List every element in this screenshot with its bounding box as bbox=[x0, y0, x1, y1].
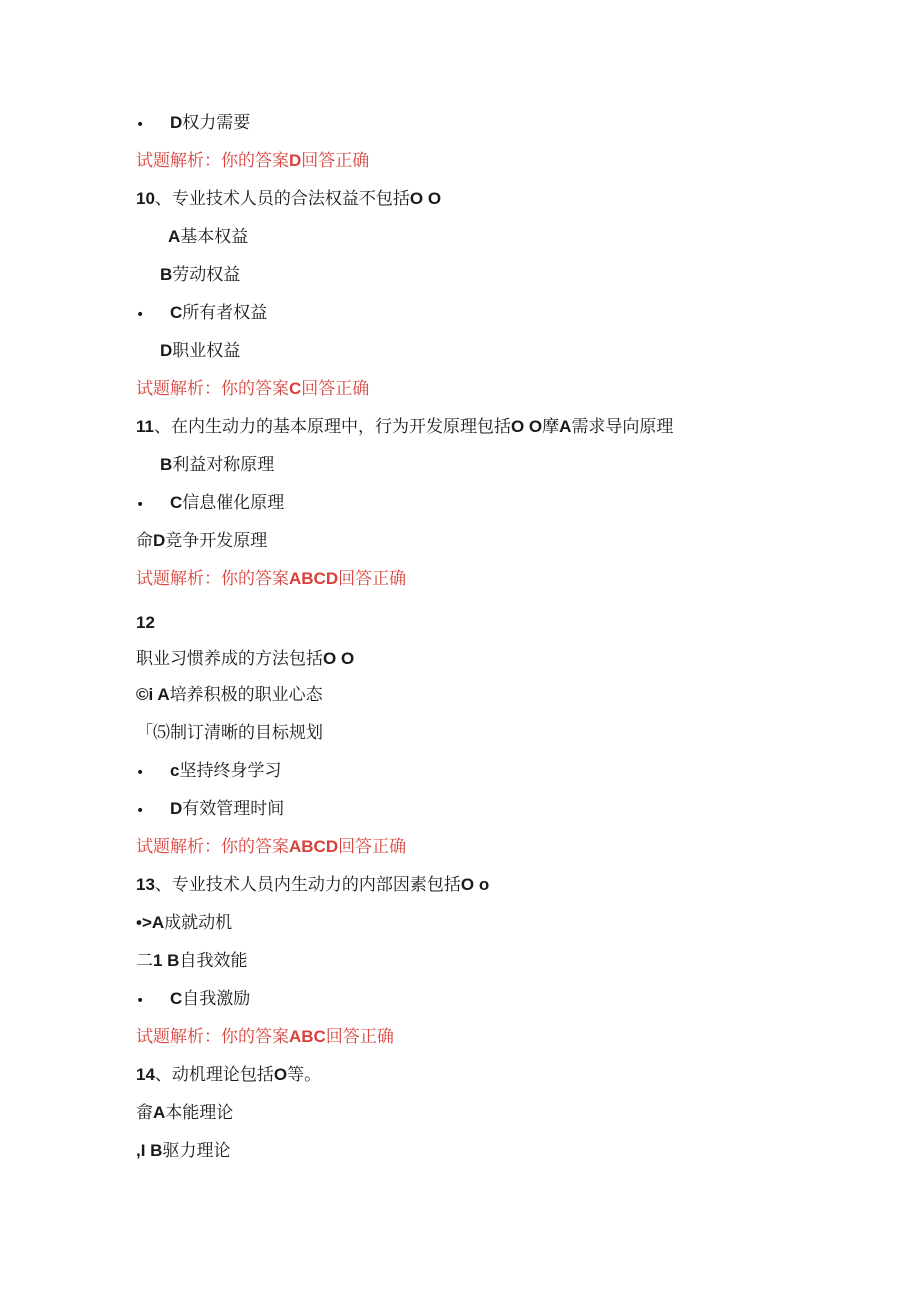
option-a-line bbox=[136, 912, 232, 934]
answer-letter: ABCD bbox=[289, 837, 339, 856]
option-a-line bbox=[136, 684, 323, 706]
option-letter: D bbox=[170, 113, 183, 132]
answer-analysis-line bbox=[136, 1026, 394, 1048]
option-text: 利益对称原理 bbox=[172, 455, 275, 475]
question-10 bbox=[136, 188, 441, 210]
option-letter: ,I B bbox=[136, 1141, 163, 1160]
option-text: 竞争开发原理 bbox=[165, 531, 268, 551]
question-text-end: 等。 bbox=[287, 1065, 322, 1085]
option-c-line bbox=[170, 492, 284, 514]
stray-glyph: 畲 bbox=[136, 1103, 153, 1123]
option-text: 信息催化原理 bbox=[182, 493, 285, 513]
stray-glyph: 二 bbox=[136, 951, 153, 971]
option-text: 所有者权益 bbox=[182, 303, 268, 323]
analysis-prefix: 试题解析：你的答案 bbox=[136, 151, 289, 171]
option-d-line bbox=[160, 340, 240, 362]
question-13 bbox=[136, 874, 489, 896]
option-d-line bbox=[136, 530, 267, 552]
question-12 bbox=[136, 648, 354, 670]
option-text: 权力需要 bbox=[182, 113, 251, 133]
option-letter: B bbox=[160, 265, 173, 284]
bullet: • bbox=[136, 497, 145, 513]
question-number: 13 bbox=[136, 875, 155, 894]
option-c-line bbox=[170, 988, 250, 1010]
option-letter: B bbox=[160, 455, 173, 474]
option-text: 自我激励 bbox=[182, 989, 251, 1009]
option-b-line bbox=[136, 722, 323, 744]
option-text: 需求导向原理 bbox=[571, 417, 674, 437]
question-blank: O O bbox=[409, 189, 442, 208]
answer-analysis-line bbox=[136, 378, 369, 400]
answer-analysis-line bbox=[136, 836, 406, 858]
analysis-result: 回答正确 bbox=[338, 837, 407, 857]
analysis-prefix: 试题解析：你的答案 bbox=[136, 379, 289, 399]
option-letter: D bbox=[170, 799, 183, 818]
option-text: 基本权益 bbox=[180, 227, 249, 247]
question-11 bbox=[136, 416, 673, 438]
option-letter: C bbox=[170, 989, 183, 1008]
option-letter: A bbox=[559, 417, 572, 436]
option-text: 驱力理论 bbox=[162, 1141, 231, 1161]
question-number: 12 bbox=[136, 613, 155, 632]
option-text: 劳动权益 bbox=[172, 265, 241, 285]
option-a-line bbox=[136, 1102, 233, 1124]
bullet: • bbox=[136, 993, 145, 1009]
question-number: 11 bbox=[136, 417, 154, 436]
option-b-line bbox=[160, 454, 274, 476]
option-letter: •>A bbox=[136, 913, 165, 932]
stray-glyph: 命 bbox=[136, 531, 153, 551]
option-text: 本能理论 bbox=[165, 1103, 234, 1123]
option-text: 成就动机 bbox=[164, 913, 233, 933]
option-letter: C bbox=[170, 303, 183, 322]
option-text: 「⑸制订清晰的目标规划 bbox=[136, 723, 323, 743]
option-letter: C bbox=[170, 493, 183, 512]
option-a-line bbox=[168, 226, 248, 248]
option-letter: A bbox=[153, 1103, 166, 1122]
option-text: 自我效能 bbox=[179, 951, 248, 971]
option-letter: D bbox=[153, 531, 166, 550]
analysis-prefix: 试题解析：你的答案 bbox=[136, 569, 289, 589]
stray-glyph: 摩 bbox=[542, 417, 560, 437]
option-letter: A bbox=[168, 227, 181, 246]
question-text: 、专业技术人员的合法权益不包括 bbox=[154, 189, 410, 209]
option-text: 有效管理时间 bbox=[182, 799, 285, 819]
analysis-result: 回答正确 bbox=[338, 569, 407, 589]
question-text: 、在内生动力的基本原理中，行为开发原理包括 bbox=[153, 417, 511, 437]
option-c-line bbox=[170, 760, 281, 782]
question-blank: O O bbox=[510, 417, 543, 436]
question-number: 14 bbox=[136, 1065, 155, 1084]
bullet: • bbox=[136, 803, 145, 819]
option-b-line bbox=[160, 264, 240, 286]
question-blank: O O bbox=[323, 649, 355, 668]
answer-letter: ABC bbox=[289, 1027, 326, 1046]
analysis-result: 回答正确 bbox=[325, 1027, 394, 1047]
question-text: 职业习惯养成的方法包括 bbox=[136, 649, 323, 669]
question-text: 、动机理论包括 bbox=[154, 1065, 274, 1085]
question-14 bbox=[136, 1064, 321, 1086]
option-b-line bbox=[136, 950, 247, 972]
option-c-line bbox=[170, 302, 267, 324]
question-blank: O bbox=[273, 1065, 288, 1084]
option-b-line bbox=[136, 1140, 230, 1162]
question-text: 、专业技术人员内生动力的内部因素包括 bbox=[154, 875, 461, 895]
option-text: 职业权益 bbox=[172, 341, 241, 361]
option-text: 培养积极的职业心态 bbox=[169, 685, 323, 705]
option-d-line bbox=[170, 798, 284, 820]
question-12-number bbox=[136, 612, 155, 634]
question-blank: O o bbox=[460, 875, 490, 894]
answer-letter: C bbox=[289, 379, 302, 398]
option-letter: c bbox=[170, 761, 180, 780]
answer-letter: D bbox=[289, 151, 302, 170]
bullet: • bbox=[136, 117, 145, 133]
answer-analysis-line bbox=[136, 568, 406, 590]
analysis-prefix: 试题解析：你的答案 bbox=[136, 1027, 289, 1047]
option-d-line bbox=[170, 112, 250, 134]
option-text: 坚持终身学习 bbox=[179, 761, 282, 781]
analysis-result: 回答正确 bbox=[301, 379, 370, 399]
bullet: • bbox=[136, 765, 145, 781]
bullet: • bbox=[136, 307, 145, 323]
option-letter: ©i A bbox=[136, 685, 170, 704]
analysis-result: 回答正确 bbox=[301, 151, 370, 171]
answer-letter: ABCD bbox=[289, 569, 339, 588]
option-letter: D bbox=[160, 341, 173, 360]
analysis-prefix: 试题解析：你的答案 bbox=[136, 837, 289, 857]
option-letter: 1 B bbox=[153, 951, 180, 970]
answer-analysis-line bbox=[136, 150, 369, 172]
question-number: 10 bbox=[136, 189, 155, 208]
